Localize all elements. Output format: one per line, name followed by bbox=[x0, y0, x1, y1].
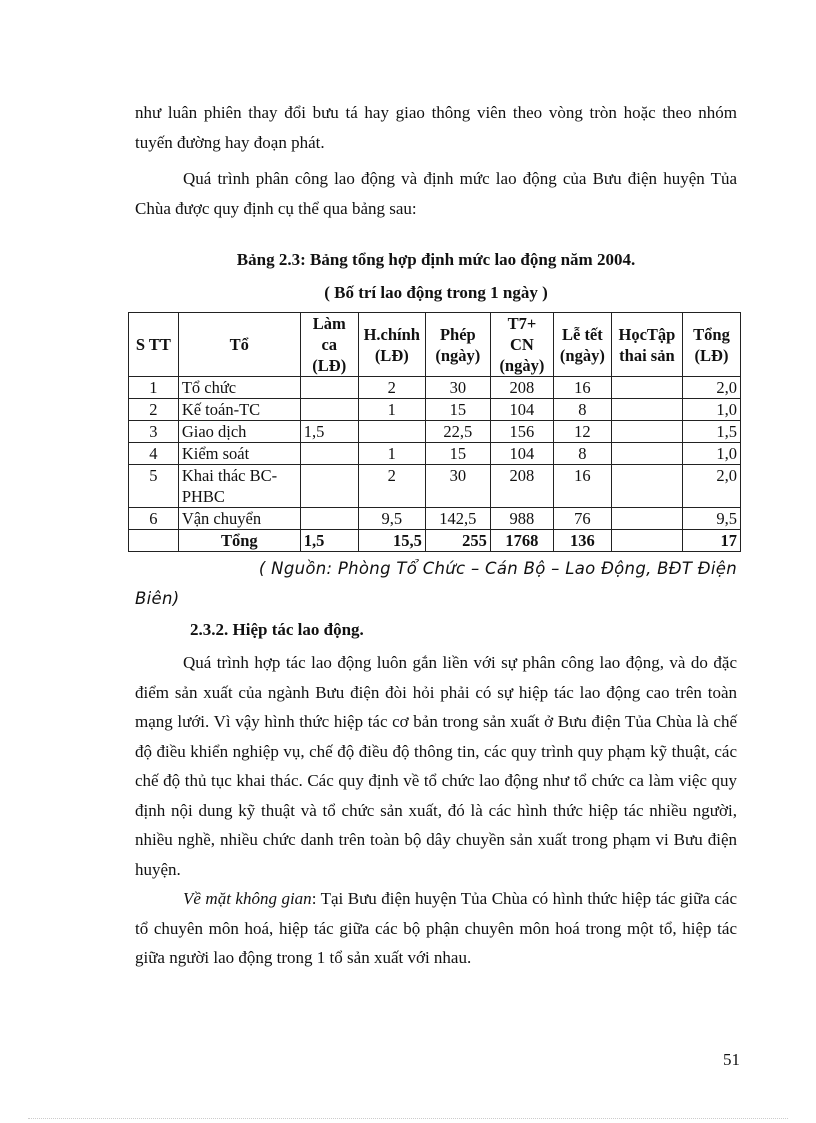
cell bbox=[611, 465, 682, 508]
cell bbox=[300, 377, 358, 399]
cell: Tổng bbox=[178, 530, 300, 552]
cell: 1,5 bbox=[300, 421, 358, 443]
header-phep: Phép (ngày) bbox=[425, 313, 490, 377]
cell: 9,5 bbox=[683, 508, 741, 530]
cell: Giao dịch bbox=[178, 421, 300, 443]
cell bbox=[300, 508, 358, 530]
cell: 1,0 bbox=[683, 399, 741, 421]
cell: 15,5 bbox=[358, 530, 425, 552]
table-row bbox=[129, 465, 741, 508]
table-header-row bbox=[129, 313, 741, 377]
cell: Khai thác BC-PHBC bbox=[178, 465, 300, 508]
cell bbox=[611, 443, 682, 465]
cell: 12 bbox=[553, 421, 611, 443]
table-row bbox=[129, 508, 741, 530]
table-subtitle: ( Bố trí lao động trong 1 ngày ) bbox=[324, 283, 548, 302]
cell: 30 bbox=[425, 377, 490, 399]
cell: Vận chuyển bbox=[178, 508, 300, 530]
cell: 2 bbox=[129, 399, 179, 421]
cell: 15 bbox=[425, 399, 490, 421]
header-tong: Tổng (LĐ) bbox=[683, 313, 741, 377]
cell: 1 bbox=[129, 377, 179, 399]
cell bbox=[611, 530, 682, 552]
section-heading: 2.3.2. Hiệp tác lao động. bbox=[190, 620, 364, 639]
cell bbox=[611, 377, 682, 399]
cell: 8 bbox=[553, 399, 611, 421]
cell: 1768 bbox=[490, 530, 553, 552]
header-t7-cn: T7+ CN (ngày) bbox=[490, 313, 553, 377]
cell: 15 bbox=[425, 443, 490, 465]
page-number: 51 bbox=[723, 1050, 740, 1069]
cell: Kiểm soát bbox=[178, 443, 300, 465]
cell: 2,0 bbox=[683, 377, 741, 399]
paragraph-4-text: : Tại Bưu điện huyện Tủa Chùa có hình thức hiệp tác giữa các tổ chuyên môn hoá, hiệp tác giữa các bộ phận chuyên môn hoá trong một tổ, hiệp tác giữa người lao động trong 1 tổ sản xuất với nhau. bbox=[135, 889, 737, 967]
cell: 208 bbox=[490, 377, 553, 399]
cell: 142,5 bbox=[425, 508, 490, 530]
header-to: Tổ bbox=[178, 313, 300, 377]
cell: 255 bbox=[425, 530, 490, 552]
header-hoc-tap: HọcTập thai sản bbox=[611, 313, 682, 377]
cell: 5 bbox=[129, 465, 179, 508]
cell: 9,5 bbox=[358, 508, 425, 530]
cell: 30 bbox=[425, 465, 490, 508]
paragraph-1: như luân phiên thay đổi bưu tá hay giao thông viên theo vòng tròn hoặc theo nhóm tuyến đường hay đoạn phát. bbox=[135, 103, 737, 152]
page-bottom-border bbox=[28, 1118, 788, 1119]
cell: 1 bbox=[358, 399, 425, 421]
header-stt: S TT bbox=[129, 313, 179, 377]
cell: 208 bbox=[490, 465, 553, 508]
cell: 2,0 bbox=[683, 465, 741, 508]
cell: 104 bbox=[490, 443, 553, 465]
cell: 1,5 bbox=[683, 421, 741, 443]
header-le-tet: Lễ tết (ngày) bbox=[553, 313, 611, 377]
cell: 76 bbox=[553, 508, 611, 530]
cell bbox=[611, 399, 682, 421]
cell: 1,0 bbox=[683, 443, 741, 465]
table-row bbox=[129, 443, 741, 465]
cell: 2 bbox=[358, 465, 425, 508]
paragraph-4 bbox=[135, 884, 737, 973]
cell: Tổ chức bbox=[178, 377, 300, 399]
table-title: Bảng 2.3: Bảng tổng hợp định mức lao động năm 2004. bbox=[236, 250, 636, 269]
cell: 104 bbox=[490, 399, 553, 421]
cell: 136 bbox=[553, 530, 611, 552]
table-total-row bbox=[129, 530, 741, 552]
cell: 1 bbox=[358, 443, 425, 465]
header-lam-ca: Làm ca (LĐ) bbox=[300, 313, 358, 377]
header-hanh-chinh: H.chính (LĐ) bbox=[358, 313, 425, 377]
cell: 1,5 bbox=[300, 530, 358, 552]
source-line-1: ( Nguồn: Phòng Tổ Chức – Cán Bộ – Lao Động, BĐT Điện bbox=[258, 559, 737, 578]
cell bbox=[129, 530, 179, 552]
table-source bbox=[135, 554, 737, 614]
table-row bbox=[129, 399, 741, 421]
cell: 2 bbox=[358, 377, 425, 399]
cell: 17 bbox=[683, 530, 741, 552]
labor-norm-table bbox=[128, 312, 741, 552]
paragraph-3: Quá trình hợp tác lao động luôn gắn liền với sự phân công lao động, và do đặc điểm sản xuất của ngành Bưu điện đòi hỏi phải có sự hiệp tác lao động cao trên toàn mạng lưới. Vì vậy hình thức hiệp tác cơ bản trong sản xuất ở Bưu điện Tủa Chùa là chế độ điều khiển nghiệp vụ, chế độ điều độ thông tin, các quy trình quy phạm kỹ thuật, các chế độ thủ tục khai thác. Các quy định về tổ chức lao động như tổ chức ca làm việc quy định nội dung kỹ thuật và tổ chức sản xuất, đó là các hình thức hiệp tác nhiều người, nhiều nghề, nhiều chức danh trên toàn bộ dây chuyền sản xuất trong phạm vi Bưu điện huyện. bbox=[135, 653, 737, 879]
cell bbox=[358, 421, 425, 443]
cell: 22,5 bbox=[425, 421, 490, 443]
cell: 156 bbox=[490, 421, 553, 443]
paragraph-2: Quá trình phân công lao động và định mức lao động của Bưu điện huyện Tủa Chùa được quy định cụ thể qua bảng sau: bbox=[135, 169, 737, 218]
table-row bbox=[129, 421, 741, 443]
cell bbox=[300, 443, 358, 465]
cell bbox=[300, 399, 358, 421]
cell: 8 bbox=[553, 443, 611, 465]
cell: 16 bbox=[553, 465, 611, 508]
cell: Kế toán-TC bbox=[178, 399, 300, 421]
cell bbox=[300, 465, 358, 508]
paragraph-4-italic: Về mặt không gian bbox=[183, 889, 312, 908]
cell: 16 bbox=[553, 377, 611, 399]
source-line-2: Biên) bbox=[135, 589, 180, 608]
cell: 988 bbox=[490, 508, 553, 530]
cell bbox=[611, 421, 682, 443]
cell: 6 bbox=[129, 508, 179, 530]
cell: 4 bbox=[129, 443, 179, 465]
cell: 3 bbox=[129, 421, 179, 443]
cell bbox=[611, 508, 682, 530]
table-row bbox=[129, 377, 741, 399]
